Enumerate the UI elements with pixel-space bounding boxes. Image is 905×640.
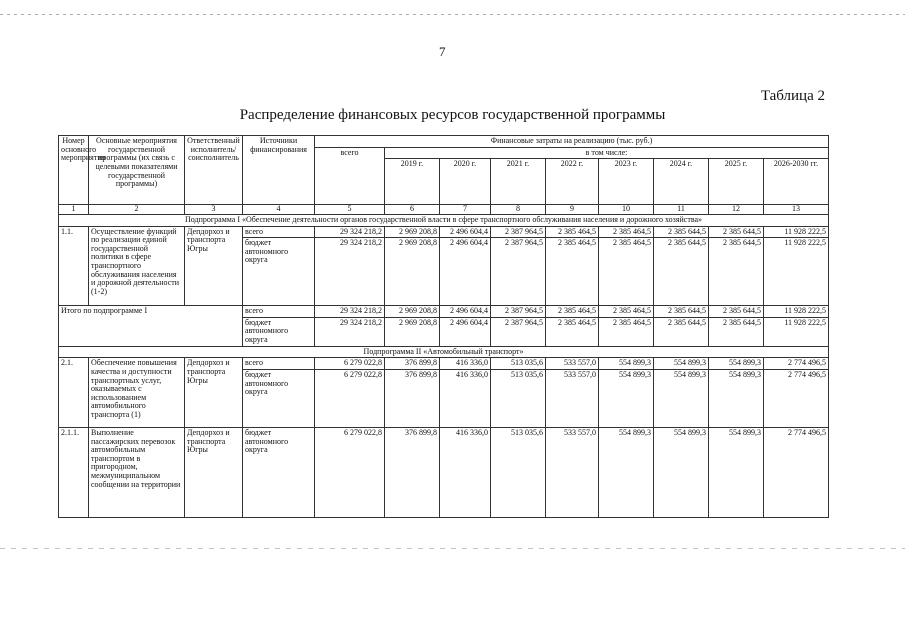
value-cell: 2 969 208,8 bbox=[385, 226, 440, 238]
value-cell: 2 969 208,8 bbox=[385, 238, 440, 306]
value-cell: 2 387 964,5 bbox=[491, 226, 546, 238]
header-year: 2019 г. bbox=[385, 159, 440, 205]
value-cell: 2 387 964,5 bbox=[491, 238, 546, 306]
value-cell: 513 035,6 bbox=[491, 369, 546, 427]
column-number: 9 bbox=[546, 205, 599, 215]
column-number: 1 bbox=[59, 205, 89, 215]
value-cell: 2 385 644,5 bbox=[709, 226, 764, 238]
value-cell: 2 496 604,4 bbox=[440, 238, 491, 306]
header-year: 2026-2030 гг. bbox=[764, 159, 829, 205]
value-cell: 11 928 222,5 bbox=[764, 238, 829, 306]
table-row bbox=[59, 226, 829, 238]
value-cell: 554 899,3 bbox=[709, 369, 764, 427]
document-title: Распределение финансовых ресурсов государственной программы bbox=[239, 107, 666, 123]
value-cell: 2 385 644,5 bbox=[654, 226, 709, 238]
value-cell: 533 557,0 bbox=[546, 358, 599, 370]
value-cell: 11 928 222,5 bbox=[764, 306, 829, 318]
value-cell: 2 385 644,5 bbox=[709, 306, 764, 318]
table-row bbox=[59, 306, 829, 318]
value-cell: 416 336,0 bbox=[440, 427, 491, 517]
value-cell: 29 324 218,2 bbox=[315, 238, 385, 306]
value-cell: 554 899,3 bbox=[599, 358, 654, 370]
executor: Депдорхоз и транспорта Югры bbox=[185, 226, 243, 306]
value-cell: 533 557,0 bbox=[546, 427, 599, 517]
value-cell: 2 385 464,5 bbox=[546, 226, 599, 238]
subprogram-1-heading: Подпрограмма I «Обеспечение деятельности органов государственной власти в сфере транспортного обслуживания населения и дорожного хозяйства» bbox=[59, 214, 829, 226]
column-number-row bbox=[59, 205, 829, 215]
value-cell: 416 336,0 bbox=[440, 358, 491, 370]
value-cell: 2 774 496,5 bbox=[764, 427, 829, 517]
funding-source: всего bbox=[243, 358, 315, 370]
activity-name: Осуществление функций по реализации единой государственной политики в сфере транспортного обслуживания населения и дорожной деятельности (1-2) bbox=[89, 226, 185, 306]
header-activity: Основные мероприятия государственной программы (их связь с целевыми показателями государственной программы) bbox=[89, 136, 185, 205]
value-cell: 6 279 022,8 bbox=[315, 427, 385, 517]
column-number: 13 bbox=[764, 205, 829, 215]
value-cell: 6 279 022,8 bbox=[315, 358, 385, 370]
value-cell: 6 279 022,8 bbox=[315, 369, 385, 427]
column-number: 5 bbox=[315, 205, 385, 215]
header-including: в том числе: bbox=[385, 147, 829, 159]
value-cell: 2 496 604,4 bbox=[440, 306, 491, 318]
funding-source: бюджет автономного округа bbox=[243, 317, 315, 346]
value-cell: 376 899,8 bbox=[385, 369, 440, 427]
value-cell: 2 385 644,5 bbox=[654, 317, 709, 346]
value-cell: 2 385 464,5 bbox=[546, 306, 599, 318]
value-cell: 2 385 644,5 bbox=[654, 306, 709, 318]
header-source: Источники финансирования bbox=[243, 136, 315, 205]
page-number: 7 bbox=[439, 44, 446, 59]
value-cell: 2 385 464,5 bbox=[546, 238, 599, 306]
value-cell: 29 324 218,2 bbox=[315, 226, 385, 238]
table-label: Таблица 2 bbox=[760, 88, 825, 104]
funding-source: бюджет автономного округа bbox=[243, 238, 315, 306]
header-total: всего bbox=[315, 147, 385, 205]
header-year: 2024 г. bbox=[654, 159, 709, 205]
activity-name: Выполнение пассажирских перевозок автомобильным транспортом в пригородном, межмуниципальном сообщении на территории bbox=[89, 427, 185, 517]
value-cell: 2 387 964,5 bbox=[491, 306, 546, 318]
column-number: 2 bbox=[89, 205, 185, 215]
funding-source: бюджет автономного округа bbox=[243, 369, 315, 427]
row-number: 1.1. bbox=[59, 226, 89, 306]
table-row bbox=[59, 358, 829, 370]
value-cell: 11 928 222,5 bbox=[764, 317, 829, 346]
value-cell: 11 928 222,5 bbox=[764, 226, 829, 238]
funding-source: всего bbox=[243, 226, 315, 238]
header-costs: Финансовые затраты на реализацию (тыс. руб.) bbox=[315, 136, 829, 148]
subprogram-2-heading: Подпрограмма II «Автомобильный транспорт» bbox=[59, 346, 829, 358]
value-cell: 554 899,3 bbox=[599, 369, 654, 427]
table-row bbox=[59, 427, 829, 517]
scan-edge-line bbox=[0, 548, 905, 549]
value-cell: 533 557,0 bbox=[546, 369, 599, 427]
column-number: 3 bbox=[185, 205, 243, 215]
value-cell: 2 774 496,5 bbox=[764, 358, 829, 370]
value-cell: 2 774 496,5 bbox=[764, 369, 829, 427]
column-number: 4 bbox=[243, 205, 315, 215]
value-cell: 554 899,3 bbox=[709, 358, 764, 370]
funding-source: бюджет автономного округа bbox=[243, 427, 315, 517]
value-cell: 2 385 464,5 bbox=[599, 226, 654, 238]
row-number: 2.1. bbox=[59, 358, 89, 428]
value-cell: 2 496 604,4 bbox=[440, 226, 491, 238]
executor: Депдорхоз и транспорта Югры bbox=[185, 358, 243, 428]
value-cell: 2 969 208,8 bbox=[385, 317, 440, 346]
value-cell: 2 385 644,5 bbox=[654, 238, 709, 306]
value-cell: 2 385 464,5 bbox=[546, 317, 599, 346]
value-cell: 2 385 644,5 bbox=[709, 317, 764, 346]
value-cell: 554 899,3 bbox=[654, 358, 709, 370]
executor: Депдорхоз и транспорта Югры bbox=[185, 427, 243, 517]
header-year: 2021 г. bbox=[491, 159, 546, 205]
column-number: 12 bbox=[709, 205, 764, 215]
value-cell: 554 899,3 bbox=[599, 427, 654, 517]
value-cell: 513 035,6 bbox=[491, 358, 546, 370]
row-number: 2.1.1. bbox=[59, 427, 89, 517]
value-cell: 554 899,3 bbox=[654, 369, 709, 427]
funding-source: всего bbox=[243, 306, 315, 318]
value-cell: 29 324 218,2 bbox=[315, 306, 385, 318]
header-year: 2020 г. bbox=[440, 159, 491, 205]
scan-edge-line bbox=[0, 14, 905, 15]
finance-table bbox=[58, 135, 829, 518]
column-number: 7 bbox=[440, 205, 491, 215]
value-cell: 554 899,3 bbox=[709, 427, 764, 517]
header-num: Номер основного мероприятия bbox=[59, 136, 89, 205]
column-number: 6 bbox=[385, 205, 440, 215]
value-cell: 513 035,6 bbox=[491, 427, 546, 517]
subtotal-label: Итого по подпрограмме I bbox=[59, 306, 243, 347]
value-cell: 2 496 604,4 bbox=[440, 317, 491, 346]
value-cell: 2 385 464,5 bbox=[599, 306, 654, 318]
column-number: 11 bbox=[654, 205, 709, 215]
header-year: 2025 г. bbox=[709, 159, 764, 205]
value-cell: 2 385 464,5 bbox=[599, 238, 654, 306]
value-cell: 2 387 964,5 bbox=[491, 317, 546, 346]
header-year: 2022 г. bbox=[546, 159, 599, 205]
column-number: 8 bbox=[491, 205, 546, 215]
header-year: 2023 г. bbox=[599, 159, 654, 205]
value-cell: 2 969 208,8 bbox=[385, 306, 440, 318]
value-cell: 376 899,8 bbox=[385, 358, 440, 370]
value-cell: 2 385 644,5 bbox=[709, 238, 764, 306]
column-number: 10 bbox=[599, 205, 654, 215]
value-cell: 2 385 464,5 bbox=[599, 317, 654, 346]
activity-name: Обеспечение повышения качества и доступности транспортных услуг, оказываемых с использованием автомобильного транспорта (1) bbox=[89, 358, 185, 428]
header-executor: Ответственный исполнитель/ соисполнитель bbox=[185, 136, 243, 205]
value-cell: 376 899,8 bbox=[385, 427, 440, 517]
value-cell: 416 336,0 bbox=[440, 369, 491, 427]
value-cell: 29 324 218,2 bbox=[315, 317, 385, 346]
value-cell: 554 899,3 bbox=[654, 427, 709, 517]
